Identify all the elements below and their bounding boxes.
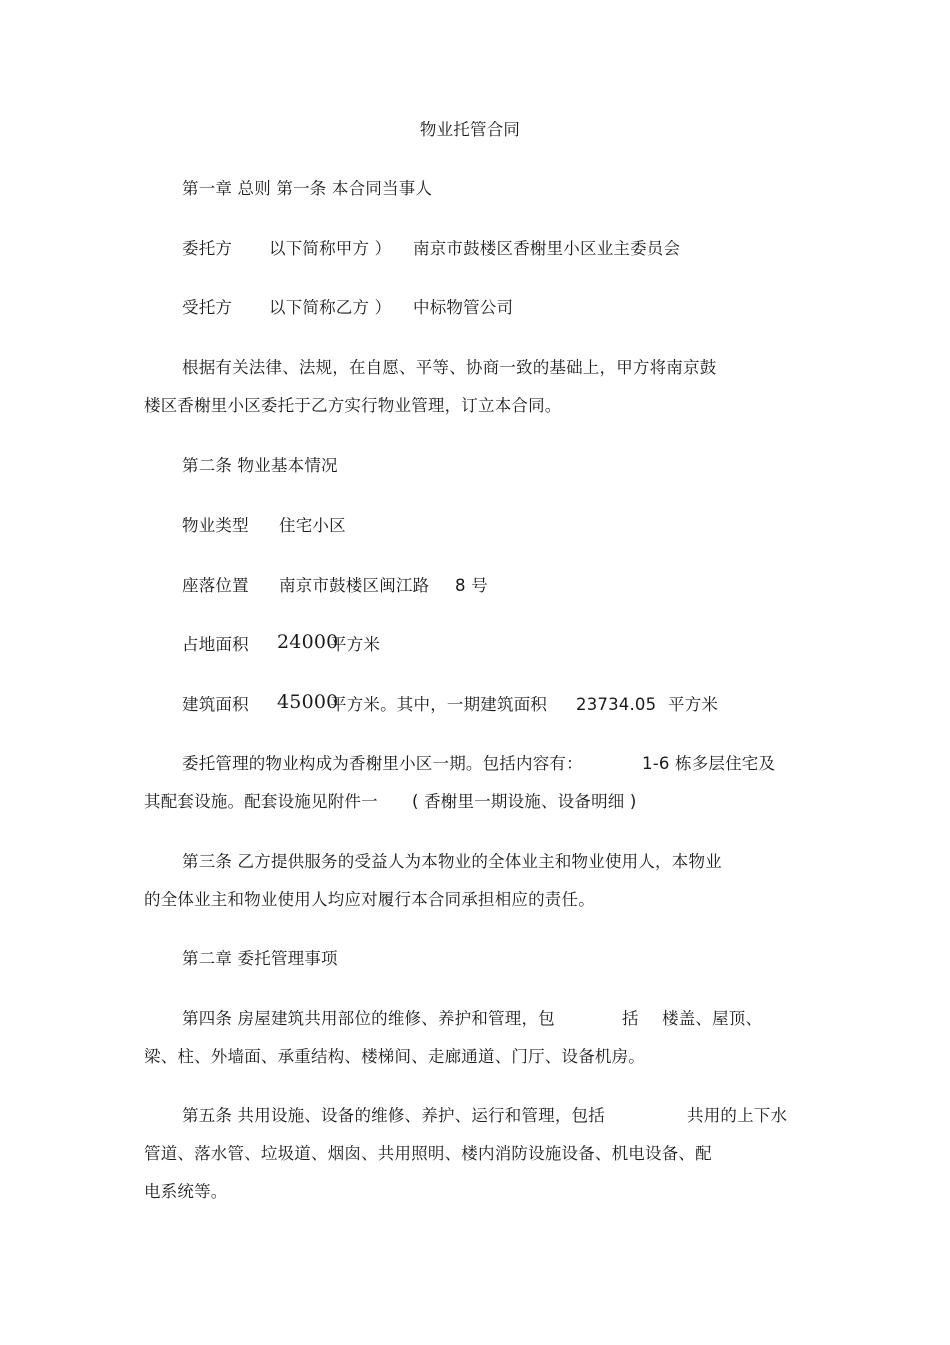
article-4-line-2: 梁、柱、外墙面、承重结构、楼梯间、走廊通道、门厅、设备机房。 [144, 1047, 645, 1066]
location-label: 座落位置 [182, 576, 249, 595]
document-title: 物业托管合同 [419, 120, 521, 139]
scope-line-2 [144, 791, 744, 813]
property-type-value: 住宅小区 [279, 516, 346, 535]
scope-line-1 [182, 753, 802, 775]
scope-line-2-text: 其配套设施。配套设施见附件一 [144, 792, 378, 811]
article-3-line-2: 的全体业主和物业使用人均应对履行本合同承担相应的责任。 [144, 890, 595, 909]
chapter-1-heading: 第一章 总则 第一条 本合同当事人 [182, 179, 433, 198]
location-value: 南京市鼓楼区闽江路 [279, 576, 430, 595]
party-b-label: 受托方 [182, 298, 233, 317]
party-a-line [182, 238, 782, 260]
building-area-label: 建筑面积 [182, 695, 249, 714]
article-5-line-3: 电系统等。 [144, 1182, 228, 1201]
basis-line-1: 根据有关法律、法规，在自愿、平等、协商一致的基础上，甲方将南京鼓 [182, 358, 717, 377]
land-area-unit: 平方米 [330, 635, 381, 654]
party-b-line [182, 297, 782, 319]
phase-area-number: 23734.05 [576, 695, 657, 714]
building-area-unit: 平方米。其中，一期建筑面积 [330, 695, 548, 714]
party-a-label: 委托方 [182, 239, 233, 258]
land-area-number: 24000 [277, 631, 339, 653]
chapter-2-heading: 第二章 委托管理事项 [182, 949, 338, 968]
phase-area-unit: 平方米 [668, 695, 719, 714]
party-b-role: 以下简称乙方 ） [269, 298, 392, 317]
building-area-line [182, 691, 782, 716]
property-type-label: 物业类型 [182, 516, 249, 535]
article-4-line-1 [182, 1008, 782, 1030]
land-area-line [182, 631, 582, 656]
party-b-name: 中标物管公司 [413, 298, 514, 317]
article-2-heading: 第二条 物业基本情况 [182, 456, 338, 475]
article-5-line-1 [182, 1105, 822, 1127]
location-line [182, 575, 582, 597]
scope-line-1-units: 1-6 栋多层住宅及 [642, 754, 776, 773]
article-5-text: 第五条 共用设施、设备的维修、养护、运行和管理，包括 [182, 1106, 605, 1125]
article-4-char: 括 [622, 1009, 639, 1028]
party-a-name: 南京市鼓楼区香榭里小区业主委员会 [413, 239, 681, 258]
scope-line-1-text: 委托管理的物业构成为香榭里小区一期。包括内容有： [182, 754, 583, 773]
article-3-line-1: 第三条 乙方提供服务的受益人为本物业的全体业主和物业使用人，本物业 [182, 852, 722, 871]
article-5-line-2: 管道、落水管、垃圾道、烟囱、共用照明、楼内消防设施设备、机电设备、配 [144, 1144, 712, 1163]
article-4-items: 楼盖、屋顶、 [662, 1009, 763, 1028]
article-4-text: 第四条 房屋建筑共用部位的维修、养护和管理，包 [182, 1009, 555, 1028]
land-area-label: 占地面积 [182, 635, 249, 654]
scope-line-2-appendix: ( 香榭里一期设施、设备明细 ) [412, 792, 637, 811]
basis-line-2: 楼区香榭里小区委托于乙方实行物业管理，订立本合同。 [144, 396, 562, 415]
property-type-line [182, 515, 582, 537]
article-5-items: 共用的上下水 [687, 1106, 788, 1125]
party-a-role: 以下简称甲方 ） [269, 239, 392, 258]
location-number: 8 号 [455, 576, 488, 595]
building-area-number: 45000 [277, 691, 339, 713]
